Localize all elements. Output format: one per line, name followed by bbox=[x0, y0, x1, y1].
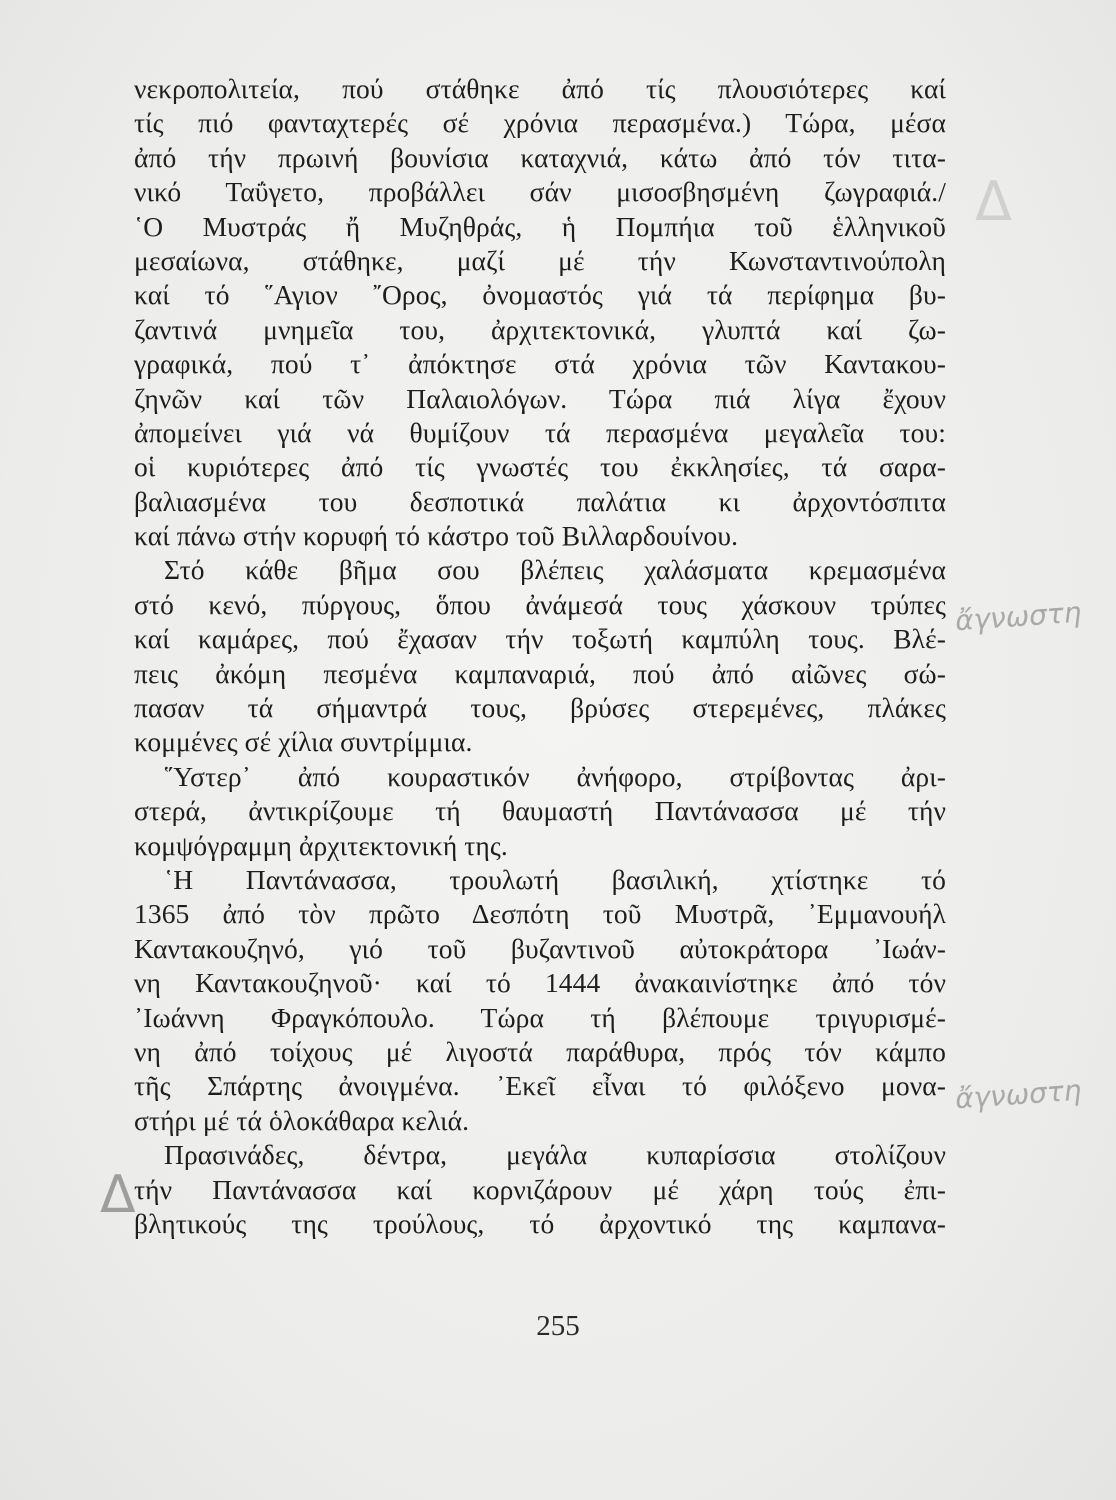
text-line: οἱ κυριότερες ἀπό τίς γνωστές του ἐκκλησίες, τά σαρα- bbox=[134, 451, 946, 483]
text-line: ῾Η Παντάνασσα, τρουλωτή βασιλική, χτίστηκε τό bbox=[164, 863, 946, 895]
pencil-margin-mark: Δ bbox=[975, 170, 1012, 233]
text-line: στερά, ἀντικρίζουμε τή θαυμαστή Παντάνασσα μέ τήν bbox=[134, 795, 946, 827]
text-line: ᾽Ιωάννη Φραγκόπουλο. Τώρα τή βλέπουμε τριγυρισμέ- bbox=[134, 1001, 946, 1033]
text-line: γραφικά, πού τ᾽ ἀπόκτησε στά χρόνια τῶν Καντακου- bbox=[134, 348, 946, 380]
text-line: στό κενό, πύργους, ὅπου ἀνάμεσά τους χάσκουν τρύπες bbox=[134, 588, 946, 620]
text-line: τίς πιό φανταχτερές σέ χρόνια περασμένα.) Τώρα, μέσα bbox=[134, 107, 946, 139]
text-line: τήν Παντάνασσα καί κορνιζάρουν μέ χάρη τούς ἐπι- bbox=[134, 1173, 946, 1205]
text-line: πασαν τά σήμαντρά τους, βρύσες στερεμένες, πλάκες bbox=[134, 692, 946, 724]
text-line: Καντακουζηνό, γιό τοῦ βυζαντινοῦ αὐτοκράτορα ᾽Ιωάν- bbox=[134, 932, 946, 964]
text-line: πεις ἀκόμη πεσμένα καμπαναριά, πού ἀπό αἰῶνες σώ- bbox=[134, 657, 946, 689]
pencil-margin-note: ἄγνωστη bbox=[954, 1073, 1083, 1116]
text-line: ῞Υστερ᾽ ἀπό κουραστικόν ἀνήφορο, στρίβοντας ἀρι- bbox=[164, 760, 946, 792]
text-line: νεκροπολιτεία, πού στάθηκε ἀπό τίς πλουσιότερες καί bbox=[134, 73, 946, 104]
pencil-margin-mark: Δ bbox=[100, 1165, 136, 1225]
text-line: στήρι μέ τά ὁλοκάθαρα κελιά. bbox=[134, 1104, 470, 1136]
text-line: βαλιασμένα του δεσποτικά παλάτια κι ἀρχοντόσπιτα bbox=[134, 485, 946, 517]
text-line: καί τό ῞Αγιον ῎Ορος, ὀνομαστός γιά τά περίφημα βυ- bbox=[134, 279, 946, 311]
text-line: νη Καντακουζηνοῦ· καί τό 1444 ἀνακαινίστηκε ἀπό τόν bbox=[134, 967, 946, 999]
page-number: 255 bbox=[536, 1310, 580, 1342]
text-line: Στό κάθε βῆμα σου βλέπεις χαλάσματα κρεμασμένα bbox=[164, 554, 946, 586]
text-line: καί καμάρες, πού ἔχασαν τήν τοξωτή καμπύλη τους. Βλέ- bbox=[134, 623, 946, 655]
text-line: βλητικούς της τρούλους, τό ἀρχοντικό της καμπανα- bbox=[134, 1207, 946, 1239]
text-line: ἀπό τήν πρωινή βουνίσια καταχνιά, κάτω ἀπό τόν τιτα- bbox=[134, 141, 946, 173]
body-text bbox=[134, 72, 946, 1241]
text-line: τῆς Σπάρτης ἀνοιγμένα. ᾽Εκεῖ εἶναι τό φιλόξενο μονα- bbox=[134, 1070, 946, 1102]
text-line: νικό Ταΰγετο, προβάλλει σάν μισοσβησμένη ζωγραφιά./ bbox=[134, 176, 946, 208]
text-line: ἀπομείνει γιά νά θυμίζουν τά περασμένα μεγαλεῖα του: bbox=[134, 416, 946, 448]
text-line: Πρασινάδες, δέντρα, μεγάλα κυπαρίσσια στολίζουν bbox=[164, 1139, 946, 1171]
text-line: κομψόγραμμη ἀρχιτεκτονική της. bbox=[134, 829, 508, 861]
text-line: μεσαίωνα, στάθηκε, μαζί μέ τήν Κωνσταντινούπολη bbox=[134, 244, 946, 276]
text-line: νη ἀπό τοίχους μέ λιγοστά παράθυρα, πρός τόν κάμπο bbox=[134, 1035, 946, 1067]
text-line: κομμένες σέ χίλια συντρίμμια. bbox=[134, 726, 473, 758]
text-line: ζηνῶν καί τῶν Παλαιολόγων. Τώρα πιά λίγα ἔχουν bbox=[134, 382, 946, 414]
text-line: ῾Ο Μυστράς ἤ Μυζηθράς, ἡ Πομπήια τοῦ ἑλληνικοῦ bbox=[134, 210, 946, 242]
text-line: 1365 ἀπό τὸν πρῶτο Δεσπότη τοῦ Μυστρᾶ, ᾽Εμμανουήλ bbox=[134, 898, 946, 930]
text-line: καί πάνω στήν κορυφή τό κάστρο τοῦ Βιλλαρδουίνου. bbox=[134, 520, 739, 552]
text-line: ζαντινά μνημεῖα του, ἀρχιτεκτονικά, γλυπτά καί ζω- bbox=[134, 313, 946, 345]
pencil-margin-note: ἄγνωστη bbox=[954, 595, 1083, 638]
